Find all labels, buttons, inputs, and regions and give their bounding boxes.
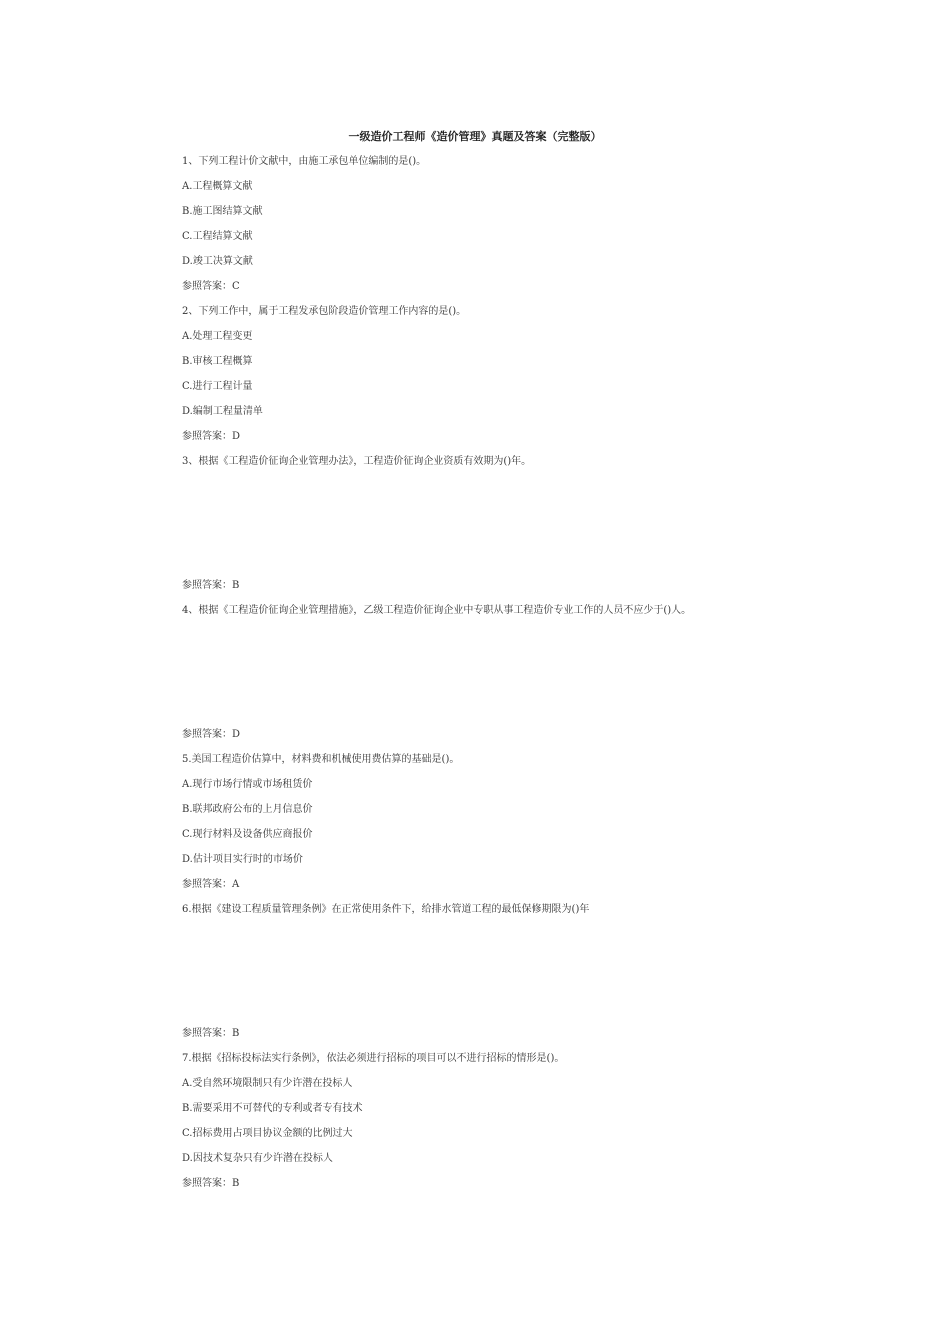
question-7-answer: 参照答案：B — [182, 1178, 240, 1189]
question-5-stem: 5.美国工程造价估算中，材料费和机械使用费估算的基础是()。 — [182, 754, 460, 765]
question-7-option-c: C.招标费用占项目协议金额的比例过大 — [182, 1128, 353, 1139]
question-1-option-c: C.工程结算文献 — [182, 231, 253, 242]
question-6-answer: 参照答案：B — [182, 1028, 240, 1039]
question-2-option-a: A.处理工程变更 — [182, 331, 253, 342]
question-5-option-d: D.估计项目实行时的市场价 — [182, 854, 303, 865]
question-7-stem: 7.根据《招标投标法实行条例》，依法必须进行招标的项目可以不进行招标的情形是()。 — [182, 1053, 565, 1064]
question-5-answer: 参照答案：A — [182, 879, 240, 890]
question-1-stem: 1、下列工程计价文献中，由施工承包单位编制的是()。 — [182, 156, 427, 167]
question-4-answer: 参照答案：D — [182, 729, 241, 740]
question-7-option-d: D.因技术复杂只有少许潜在投标人 — [182, 1153, 333, 1164]
question-7-option-b: B.需要采用不可替代的专利或者专有技术 — [182, 1103, 363, 1114]
question-7-option-a: A.受自然环境限制只有少许潜在投标人 — [182, 1078, 353, 1089]
question-5-option-a: A.现行市场行情或市场租赁价 — [182, 779, 313, 790]
page-title: 一级造价工程师《造价管理》真题及答案（完整版） — [348, 130, 602, 143]
question-3-answer: 参照答案：B — [182, 580, 240, 591]
question-2-stem: 2、下列工作中，属于工程发承包阶段造价管理工作内容的是()。 — [182, 306, 467, 317]
question-1-option-d: D.竣工决算文献 — [182, 256, 253, 267]
question-1-option-a: A.工程概算文献 — [182, 181, 253, 192]
question-2-option-d: D.编制工程量清单 — [182, 406, 263, 417]
question-2-option-c: C.进行工程计量 — [182, 381, 253, 392]
question-5-option-b: B.联邦政府公布的上月信息价 — [182, 804, 313, 815]
question-3-stem: 3、根据《工程造价征询企业管理办法》，工程造价征询企业资质有效期为()年。 — [182, 456, 532, 467]
question-6-stem: 6.根据《建设工程质量管理条例》在正常使用条件下，给排水管道工程的最低保修期限为()年 — [182, 904, 590, 915]
question-5-option-c: C.现行材料及设备供应商报价 — [182, 829, 313, 840]
question-2-answer: 参照答案：D — [182, 431, 241, 442]
question-2-option-b: B.审核工程概算 — [182, 356, 253, 367]
question-1-answer: 参照答案：C — [182, 281, 240, 292]
question-1-option-b: B.施工图结算文献 — [182, 206, 263, 217]
question-4-stem: 4、根据《工程造价征询企业管理措施》，乙级工程造价征询企业中专职从事工程造价专业工作的人员不应少于()人。 — [182, 605, 692, 616]
